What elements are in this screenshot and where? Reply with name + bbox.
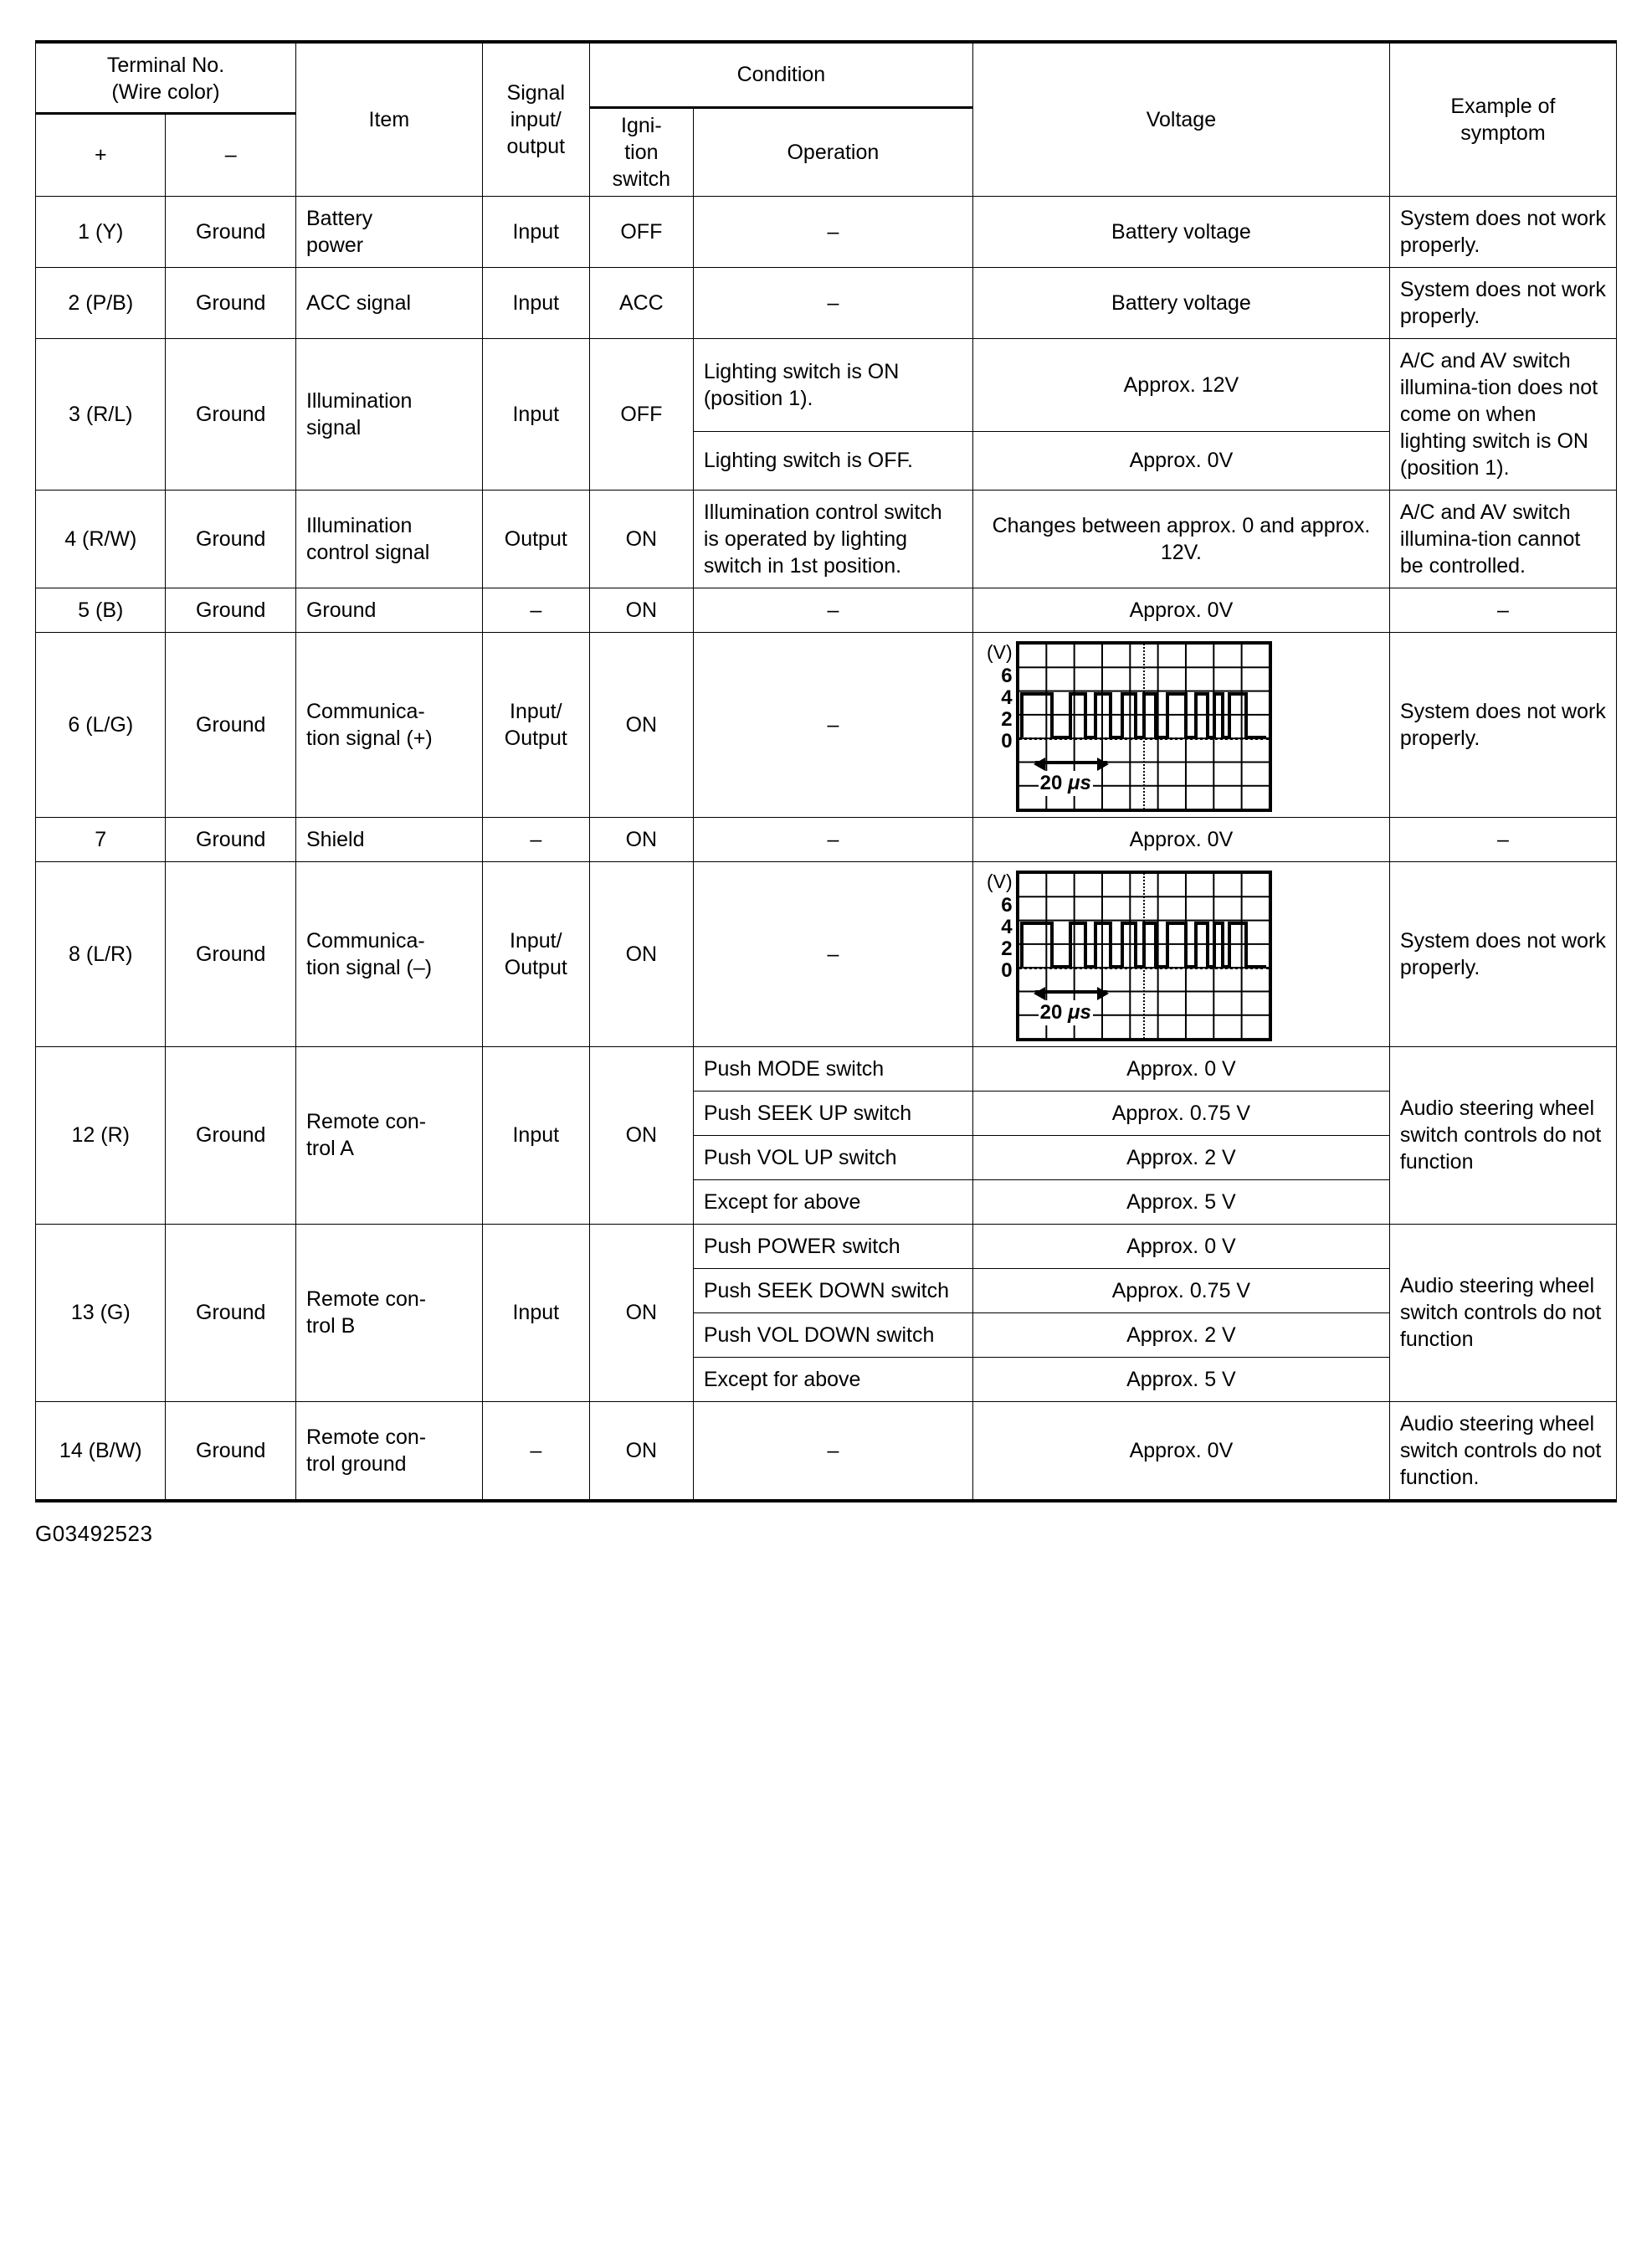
cell-ignition-switch: ON [589,632,693,817]
table-row [36,1224,1617,1268]
header-example-line2: symptom [1460,121,1546,145]
scope-y-axis [987,641,1013,753]
cell-ignition-switch: ON [589,861,693,1046]
header-row-1 [36,42,1617,107]
table-row [36,817,1617,861]
cell-voltage: Approx. 0V [972,431,1389,490]
cell-operation: Push SEEK DOWN switch [693,1268,972,1312]
cell-operation: – [693,861,972,1046]
cell-operation: – [693,817,972,861]
scope-time-label: 20 μs [1039,1000,1093,1026]
cell-voltage: Battery voltage [972,196,1389,267]
cell-ignition-switch: ON [589,817,693,861]
header-signal-line2: input/ [510,107,562,131]
oscilloscope-figure [973,862,1389,1046]
cell-operation: Except for above [693,1357,972,1401]
cell-voltage: Approx. 5 V [972,1357,1389,1401]
cell-item: ACC signal [295,267,482,338]
cell-signal-io: Input [482,196,589,267]
scope-unit-label: (V) [986,870,1013,892]
cell-signal-io: – [482,1401,589,1501]
cell-ignition-switch: ACC [589,267,693,338]
cell-terminal-minus: Ground [166,632,296,817]
cell-ignition-switch: ON [589,1224,693,1401]
table-row [36,490,1617,588]
cell-ignition-switch: OFF [589,338,693,490]
cell-signal-io: Input/ Output [482,632,589,817]
header-wire-color-line: (Wire color) [111,80,220,104]
cell-voltage: Approx. 0 V [972,1224,1389,1268]
cell-voltage: Approx. 0 V [972,1046,1389,1091]
scope-time-marker [1035,990,1107,994]
scope-time-label: 20 μs [1039,771,1093,797]
cell-voltage [972,632,1389,817]
header-example-symptom [1389,42,1616,196]
cell-item: Remote con- trol ground [295,1401,482,1501]
cell-terminal-minus: Ground [166,1224,296,1401]
header-signal-line1: Signal [506,80,566,105]
header-ignition-line1: Igni- [621,113,662,137]
cell-item: Communica- tion signal (+) [295,632,482,817]
cell-signal-io: Input [482,1224,589,1401]
header-terminal-no [36,42,296,107]
table-row [36,632,1617,817]
header-ignition-switch [589,107,693,196]
cell-operation: Illumination control switch is operated by lighting switch in 1st position. [693,490,972,588]
cell-terminal-minus: Ground [166,338,296,490]
cell-item: Shield [295,817,482,861]
cell-signal-io: – [482,817,589,861]
cell-item: Remote con- trol A [295,1046,482,1224]
header-item: Item [295,42,482,196]
table-row [36,861,1617,1046]
cell-terminal-no: 3 (R/L) [36,338,166,490]
figure-code: G03492523 [35,1520,153,1546]
cell-item: Remote con- trol B [295,1224,482,1401]
cell-example-symptom: System does not work properly. [1389,632,1616,817]
terminal-spec-table [35,40,1617,1502]
cell-operation: Lighting switch is OFF. [693,431,972,490]
cell-voltage: Battery voltage [972,267,1389,338]
cell-item: Illumination signal [295,338,482,490]
cell-terminal-minus: Ground [166,588,296,632]
cell-signal-io: Input [482,338,589,490]
cell-ignition-switch: OFF [589,196,693,267]
table-header [36,42,1617,196]
table-row [36,338,1617,431]
scope-y-tick: 2 [1001,707,1013,731]
scope-time-marker [1035,761,1107,764]
cell-item: Ground [295,588,482,632]
cell-voltage: Approx. 5 V [972,1179,1389,1224]
cell-voltage: Approx. 0V [972,817,1389,861]
cell-example-symptom: – [1389,817,1616,861]
cell-signal-io: – [482,588,589,632]
cell-operation: – [693,196,972,267]
cell-terminal-no: 14 (B/W) [36,1401,166,1501]
cell-example-symptom: Audio steering wheel switch controls do not function [1389,1224,1616,1401]
cell-terminal-no: 2 (P/B) [36,267,166,338]
cell-operation: Push VOL UP switch [693,1135,972,1179]
cell-terminal-no: 7 [36,817,166,861]
cell-voltage: Changes between approx. 0 and approx. 12V. [972,490,1389,588]
cell-example-symptom: Audio steering wheel switch controls do not function. [1389,1401,1616,1501]
table-row [36,196,1617,267]
scope-y-tick: 6 [1001,664,1013,687]
cell-ignition-switch: ON [589,490,693,588]
cell-ignition-switch: ON [589,588,693,632]
cell-operation: – [693,588,972,632]
cell-example-symptom: A/C and AV switch illumina-tion cannot be controlled. [1389,490,1616,588]
cell-operation: Push POWER switch [693,1224,972,1268]
table-body [36,196,1617,1501]
cell-terminal-minus: Ground [166,1401,296,1501]
cell-voltage: Approx. 0V [972,588,1389,632]
header-terminal-no-line1: Terminal No. [106,54,225,77]
header-signal-line3: output [506,134,566,158]
cell-terminal-no: 12 (R) [36,1046,166,1224]
cell-example-symptom: Audio steering wheel switch controls do not function [1389,1046,1616,1224]
cell-example-symptom: System does not work properly. [1389,196,1616,267]
cell-terminal-no: 8 (L/R) [36,861,166,1046]
scope-y-tick: 0 [1001,729,1013,753]
cell-example-symptom: A/C and AV switch illumina-tion does not come on when lighting switch is ON (position 1). [1389,338,1616,490]
cell-ignition-switch: ON [589,1046,693,1224]
cell-operation: – [693,632,972,817]
cell-terminal-minus: Ground [166,817,296,861]
scope-y-tick: 6 [1001,893,1013,917]
cell-item: Battery power [295,196,482,267]
cell-terminal-no: 13 (G) [36,1224,166,1401]
cell-voltage: Approx. 12V [972,338,1389,431]
scope-y-axis [987,871,1013,983]
cell-terminal-minus: Ground [166,861,296,1046]
header-ignition-line2: tion [624,140,659,164]
header-plus: + [36,114,166,197]
cell-ignition-switch: ON [589,1401,693,1501]
header-ignition-line3: switch [612,167,671,191]
header-minus: – [166,114,296,197]
cell-operation: Push SEEK UP switch [693,1091,972,1135]
cell-terminal-minus: Ground [166,490,296,588]
cell-terminal-no: 6 (L/G) [36,632,166,817]
cell-signal-io: Output [482,490,589,588]
header-operation: Operation [693,107,972,196]
cell-operation: Except for above [693,1179,972,1224]
cell-terminal-no: 4 (R/W) [36,490,166,588]
cell-voltage [972,861,1389,1046]
header-condition: Condition [589,42,972,107]
cell-operation: – [693,267,972,338]
scope-grid [1016,871,1272,1041]
header-terminal-spacer [36,107,296,114]
cell-terminal-minus: Ground [166,196,296,267]
cell-voltage: Approx. 0.75 V [972,1268,1389,1312]
cell-example-symptom: System does not work properly. [1389,267,1616,338]
cell-signal-io: Input [482,267,589,338]
cell-voltage: Approx. 0V [972,1401,1389,1501]
header-signal-io [482,42,589,196]
scope-y-tick: 0 [1001,958,1013,982]
cell-terminal-no: 5 (B) [36,588,166,632]
cell-signal-io: Input/ Output [482,861,589,1046]
cell-signal-io: Input [482,1046,589,1224]
cell-item: Illumination control signal [295,490,482,588]
table-row [36,267,1617,338]
cell-item: Communica- tion signal (–) [295,861,482,1046]
table-row [36,1401,1617,1501]
table-row [36,588,1617,632]
cell-example-symptom: – [1389,588,1616,632]
cell-operation: – [693,1401,972,1501]
scope-unit-label: (V) [986,640,1013,663]
scope-y-tick: 4 [1001,686,1013,709]
cell-operation: Push VOL DOWN switch [693,1312,972,1357]
cell-example-symptom: System does not work properly. [1389,861,1616,1046]
cell-voltage: Approx. 0.75 V [972,1091,1389,1135]
header-example-line1: Example of [1450,94,1556,118]
scope-y-tick: 2 [1001,937,1013,960]
cell-voltage: Approx. 2 V [972,1135,1389,1179]
cell-terminal-no: 1 (Y) [36,196,166,267]
table-row [36,1046,1617,1091]
cell-operation: Lighting switch is ON (position 1). [693,338,972,431]
cell-terminal-minus: Ground [166,1046,296,1224]
header-voltage: Voltage [972,42,1389,196]
cell-terminal-minus: Ground [166,267,296,338]
scope-y-tick: 4 [1001,915,1013,938]
cell-operation: Push MODE switch [693,1046,972,1091]
cell-voltage: Approx. 2 V [972,1312,1389,1357]
oscilloscope-figure [973,633,1389,817]
scope-grid [1016,641,1272,812]
